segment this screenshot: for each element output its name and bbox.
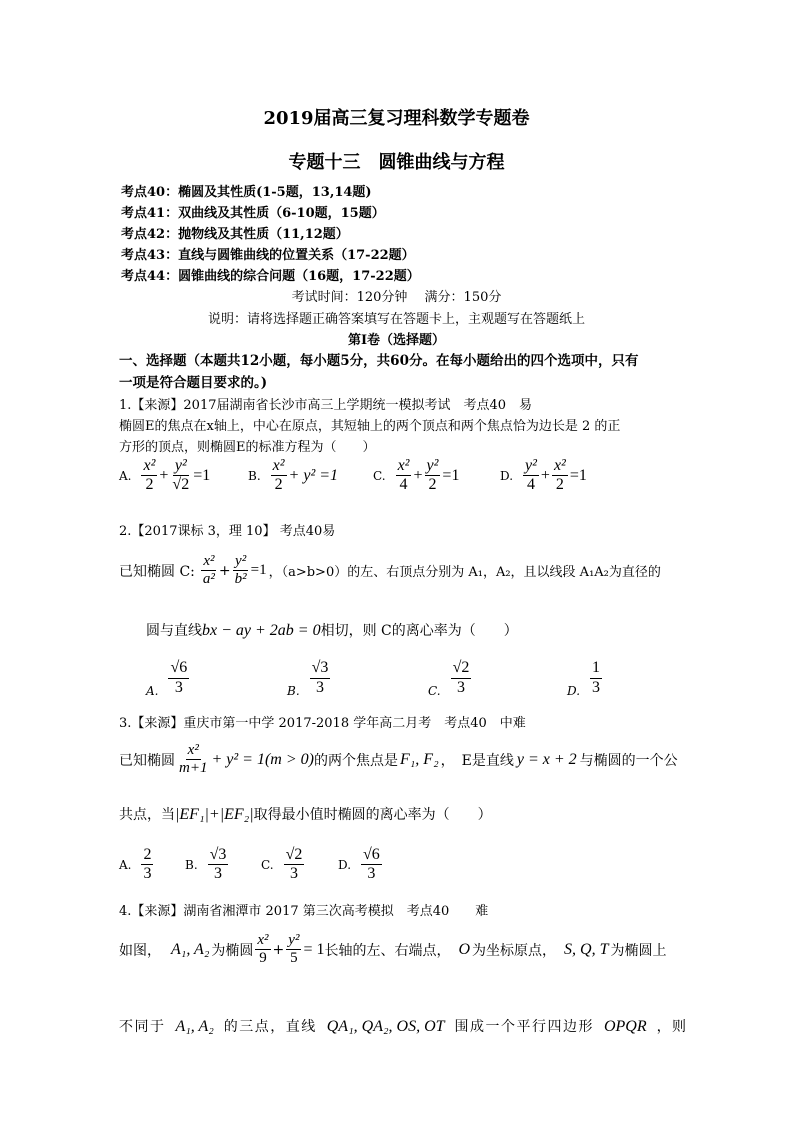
q3-text: 共点，当|EF₁|+|EF₂|取得最小值时椭圆的离心率为（ ）	[119, 806, 492, 823]
exam-info: 考试时间：120分钟 满分：150分	[291, 290, 502, 305]
q1-text: 方形的顶点，则椭圆E的标准方程为（ ）	[119, 440, 376, 455]
volume-heading: 第I卷（选择题）	[347, 333, 446, 348]
page-title: 2019届高三复习理科数学专题卷	[263, 108, 530, 129]
page-subtitle: 专题十三 圆锥曲线与方程	[288, 152, 505, 173]
q2-text: 圆与直线bx − ay + 2ab = 0相切，则 C的离心率为（ ）	[146, 622, 518, 639]
kaodian-item: 考点41：双曲线及其性质（6-10题，15题）	[121, 206, 385, 221]
option-label: D.	[500, 468, 514, 483]
kaodian-item: 考点40：椭圆及其性质(1-5题，13,14题)	[121, 185, 372, 200]
q4-source: 4.【来源】湖南省湘潭市 2017 第三次高考模拟 考点40 难	[119, 904, 489, 919]
q4-text: 不同于 A₁, A₂ 的三点，直线 QA₁, QA₂, OS, OT 围成一个平行四边形 OPQR ，则	[119, 1018, 688, 1035]
q2-option-b[interactable]: B. $\frac{√3}{3}$	[287, 659, 329, 698]
q1-option-b[interactable]: B. $\frac{\text{x²}}{2}$ + y² =1	[248, 457, 339, 494]
q2-option-c[interactable]: C. $\frac{√2}{3}$	[428, 659, 470, 698]
q2-option-d[interactable]: D. $\frac{1}{3}$	[567, 659, 601, 698]
q1-option-a[interactable]: A. $\frac{\text{x²}}{2}$ + $\frac{\text{y²}}{√2}$ =1	[119, 457, 211, 494]
q4-text: 如图， A₁, A₂ 为椭圆 $\frac{\text{x²}}{9}$ + $\frac{\text{y²}}{5}$ = 1 长轴的左、右端点， O 为坐标原点， S, Q, T 为椭圆上	[119, 932, 667, 967]
instructions: 说明：请将选择题正确答案填写在答题卡上，主观题写在答题纸上	[207, 312, 585, 327]
option-label: B.	[248, 468, 261, 483]
q3-option-a[interactable]: A. $\frac{2}{3}$	[119, 846, 152, 883]
q2-text: 已知椭圆 C: $\frac{\text{x²}}{\text{a²}}$ + $\frac{\text{y²}}{\text{b²}}$ =1 ，（a>b>0）的左、右顶点分别为 A₁，A₂，且以线段 A₁A₂为直径的	[119, 553, 661, 588]
q1-source: 1.【来源】2017届湖南省长沙市高三上学期统一模拟考试 考点40 易	[119, 398, 533, 413]
section-heading-cont: 一项是符合题目要求的。)	[119, 375, 268, 391]
section-heading: 一、选择题（本题共12小题，每小题5分，共60分。在每小题给出的四个选项中，只有	[119, 353, 639, 369]
kaodian-item: 考点44：圆锥曲线的综合问题（16题，17-22题）	[121, 269, 420, 284]
q3-text: 已知椭圆 $\frac{\text{x²}}{m+1}$ + y² = 1(m > 0) 的两个焦点是 F₁, F₂ ， E是直线 y = x + 2 与椭圆的一个公	[119, 742, 678, 777]
option-label: C.	[373, 468, 386, 483]
kaodian-item: 考点43：直线与圆锥曲线的位置关系（17-22题）	[121, 248, 415, 263]
q3-option-d[interactable]: D. $\frac{√6}{3}$	[338, 846, 380, 883]
kaodian-item: 考点42：抛物线及其性质（11,12题）	[121, 227, 349, 242]
q3-option-b[interactable]: B. $\frac{√3}{3}$	[185, 846, 227, 883]
q1-option-d[interactable]: D. $\frac{\text{y²}}{4}$ + $\frac{\text{x²}}{2}$ =1	[500, 457, 587, 494]
q2-option-a[interactable]: A. $\frac{√6}{3}$	[146, 659, 188, 698]
q1-text: 椭圆E的焦点在x轴上，中心在原点，其短轴上的两个顶点和两个焦点恰为边长是 2 的正	[119, 419, 621, 434]
q3-source: 3.【来源】重庆市第一中学 2017-2018 学年高二月考 考点40 中难	[119, 716, 526, 731]
q2-source: 2.【2017课标 3，理 10】 考点40易	[119, 524, 336, 539]
option-label: A.	[119, 468, 132, 483]
q3-option-c[interactable]: C. $\frac{√2}{3}$	[261, 846, 303, 883]
q1-option-c[interactable]: C. $\frac{\text{x²}}{4}$ + $\frac{\text{y²}}{2}$ =1	[373, 457, 460, 494]
